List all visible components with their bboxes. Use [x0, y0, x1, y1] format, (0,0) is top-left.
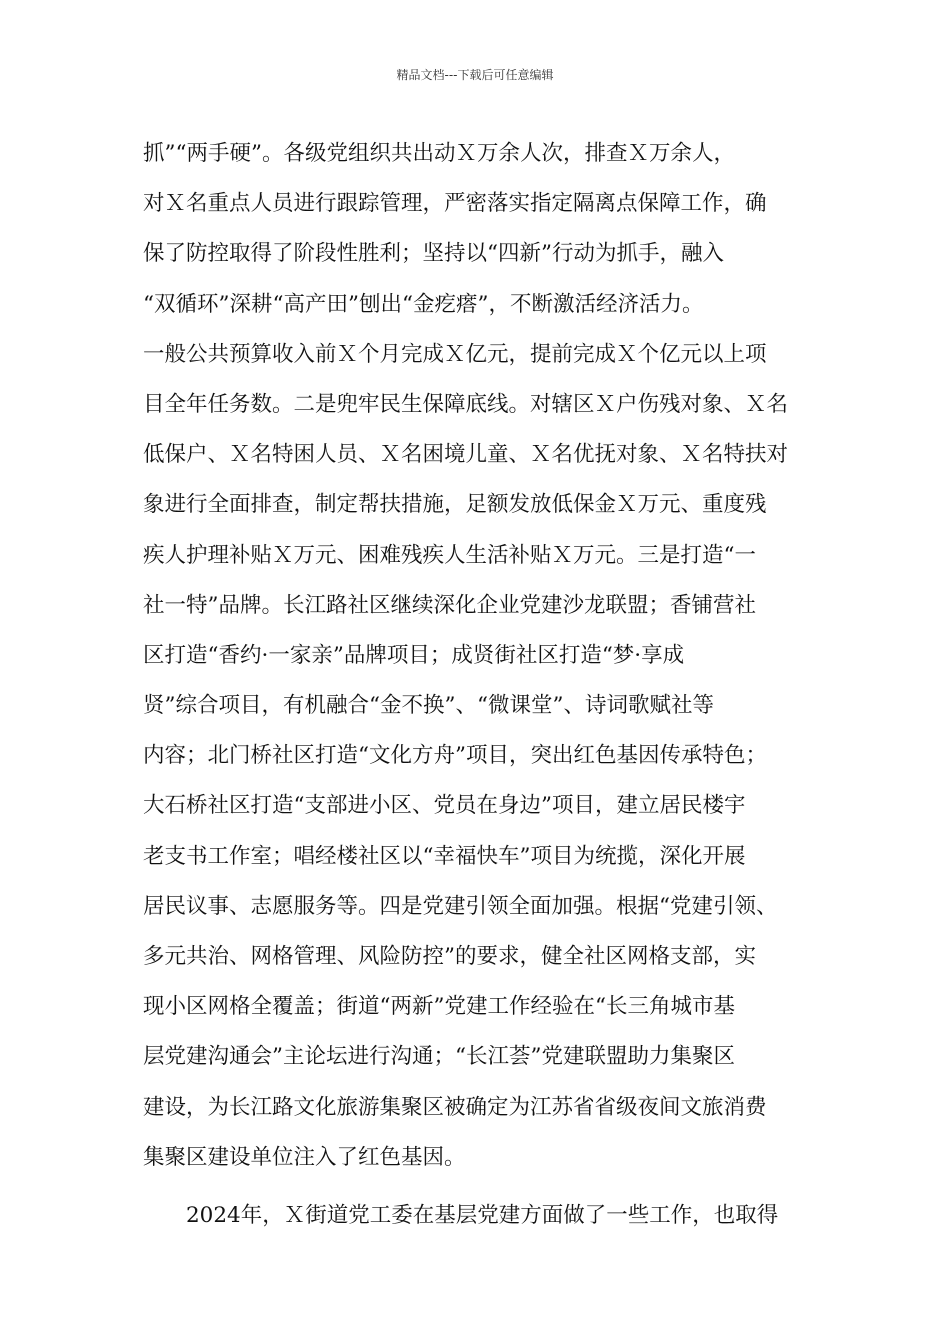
- text-line: 象进行全面排查，制定帮扶措施，足额发放低保金Ｘ万元、重度残: [143, 492, 767, 518]
- text-line: 内容；北门桥社区打造“文化方舟”项目，突出红色基因传承特色；: [143, 743, 767, 769]
- text-line: 居民议事、志愿服务等。四是党建引领全面加强。根据“党建引领、: [143, 893, 778, 919]
- text-line: 区打造“香约·一家亲”品牌项目；成贤街社区打造“梦·享成: [143, 642, 685, 668]
- text-line: “双循环”深耕“高产田”刨出“金疙瘩”，不断激活经济活力。: [143, 291, 704, 317]
- text-line: 多元共治、网格管理、风险防控”的要求，健全社区网格支部，实: [143, 944, 756, 969]
- text-line: 低保户、Ｘ名特困人员、Ｘ名困境儿童、Ｘ名优抚对象、Ｘ名特扶对: [143, 442, 789, 468]
- document-body: [143, 129, 819, 1241]
- text-line: 现小区网格全覆盖；街道“两新”党建工作经验在“长三角城市基: [143, 994, 735, 1020]
- paragraph: [143, 129, 819, 1183]
- paragraph: [143, 1191, 819, 1241]
- text-line: 一般公共预算收入前Ｘ个月完成Ｘ亿元，提前完成Ｘ个亿元以上项: [143, 341, 767, 367]
- text-line: 保了防控取得了阶段性胜利；坚持以“四新”行动为抓手，融入: [143, 241, 724, 267]
- text-line: 集聚区建设单位注入了红色基因。: [143, 1144, 466, 1170]
- text-line: 大石桥社区打造“支部进小区、党员在身边”项目，建立居民楼宇: [143, 793, 746, 819]
- text-line: 疾人护理补贴Ｘ万元、困难残疾人生活补贴Ｘ万元。三是打造“一: [143, 542, 756, 568]
- text-line: 老支书工作室；唱经楼社区以“幸福快车”项目为统揽，深化开展: [143, 843, 746, 869]
- text-line: 建设，为长江路文化旅游集聚区被确定为江苏省省级夜间文旅消费: [143, 1094, 767, 1120]
- text-line: 层党建沟通会”主论坛进行沟通；“长江荟”党建联盟助力集聚区: [143, 1044, 735, 1070]
- paragraph-spacer: [143, 1183, 819, 1191]
- text-line: 目全年任务数。二是兜牢民生保障底线。对辖区Ｘ户伤残对象、Ｘ名: [143, 391, 789, 417]
- text-line: 抓”“两手硬”。各级党组织共出动Ｘ万余人次，排查Ｘ万余人，: [143, 141, 735, 166]
- text-line: 贤”综合项目，有机融合“金不换”、“微课堂”、诗词歌赋社等: [143, 693, 714, 719]
- page-header: 精品文档---下载后可任意编辑: [396, 68, 554, 82]
- text-line: 社一特”品牌。长江路社区继续深化企业党建沙龙联盟；香铺营社: [143, 592, 756, 618]
- text-line: 对Ｘ名重点人员进行跟踪管理，严密落实指定隔离点保障工作，确: [143, 191, 767, 217]
- text-line: 2024年，Ｘ街道党工委在基层党建方面做了一些工作，也取得: [186, 1202, 779, 1228]
